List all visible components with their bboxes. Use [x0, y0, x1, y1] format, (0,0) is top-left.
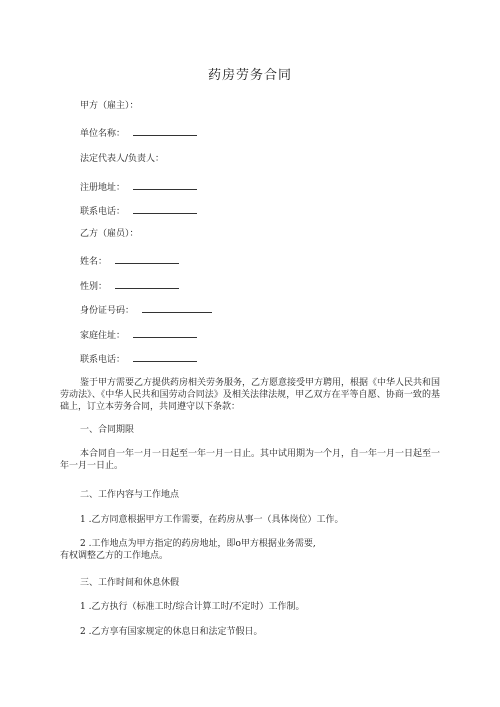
party-a-phone-label: 联系电话： — [80, 207, 126, 217]
unit-name-line — [80, 126, 197, 140]
section-3-item-1 — [80, 601, 305, 613]
section-3-item-2 — [80, 626, 262, 638]
unit-name-blank — [133, 126, 197, 136]
section-1-heading-text: 一、合同期限 — [80, 425, 135, 435]
id-number-label: 身份证号码： — [80, 306, 135, 316]
party-a-phone-blank — [133, 204, 197, 214]
unit-name-label: 单位名称： — [80, 129, 126, 139]
section-2-item-1-text: 1 .乙方同意根据甲方工作需要，在药房从事一（具体岗位）工作。 — [80, 515, 344, 525]
section-2-item-2-line-1: 2 .工作地点为甲方指定的药房地址，即o甲方根据业务需要, — [80, 539, 316, 549]
section-1-heading — [80, 424, 134, 436]
intro-paragraph: 鉴于甲方需要乙方提供药房相关劳务服务，乙方愿意接受甲方聘用，根据《中华人民共和国劳动法》、《中华人民共和国劳动合同法》及相关法律法规，甲乙双方在平等自愿、协商一致的基础上，订立本劳务合同，共同遵守以下条款： — [60, 378, 441, 412]
party-b-phone-label: 联系电话： — [80, 355, 126, 365]
party-a-heading — [80, 100, 139, 112]
id-number-blank — [142, 303, 212, 313]
name-blank — [115, 254, 179, 264]
home-address-blank — [133, 328, 197, 338]
registered-address-blank — [133, 180, 197, 190]
section-3-item-1-text: 1 .乙方执行（标准工时/综合计算工时/不定时）工作制。 — [80, 602, 305, 612]
party-a-heading-text: 甲方（雇主）： — [80, 101, 139, 111]
legal-rep-label: 法定代表人/负责人： — [80, 154, 165, 164]
name-label: 姓名： — [80, 257, 108, 267]
legal-rep-line — [80, 153, 164, 165]
home-address-line — [80, 328, 197, 342]
page-title: 药房劳务合同 — [207, 68, 292, 83]
party-b-heading — [80, 228, 139, 240]
id-number-line — [80, 303, 212, 317]
section-3-heading-text: 三、工作时间和休息休假 — [80, 578, 180, 588]
registered-address-line — [80, 180, 197, 194]
name-line — [80, 254, 179, 268]
section-2-item-1 — [80, 514, 343, 526]
registered-address-label: 注册地址： — [80, 183, 126, 193]
home-address-label: 家庭住址： — [80, 331, 126, 341]
section-3-item-2-text: 2 .乙方享有国家规定的休息日和法定节假日。 — [80, 627, 263, 637]
gender-blank — [115, 279, 179, 289]
section-3-heading — [80, 577, 179, 589]
party-a-phone-line — [80, 204, 197, 218]
section-2-heading — [80, 489, 179, 501]
gender-line — [80, 279, 179, 293]
gender-label: 性别： — [80, 282, 108, 292]
section-1-text: 本合同自一年一月一日起至一年一月一日止。其中试用期为一个月，自一年一月一日起至一年一月一日止。 — [60, 449, 441, 471]
party-b-phone-line — [80, 352, 197, 366]
section-2-item-2 — [60, 538, 440, 562]
party-b-phone-blank — [133, 352, 197, 362]
party-b-heading-text: 乙方（雇员）： — [80, 229, 139, 239]
section-2-heading-text: 二、工作内容与工作地点 — [80, 490, 180, 500]
section-2-item-2-line-2: 有权调整乙方的工作地点。 — [60, 551, 169, 561]
